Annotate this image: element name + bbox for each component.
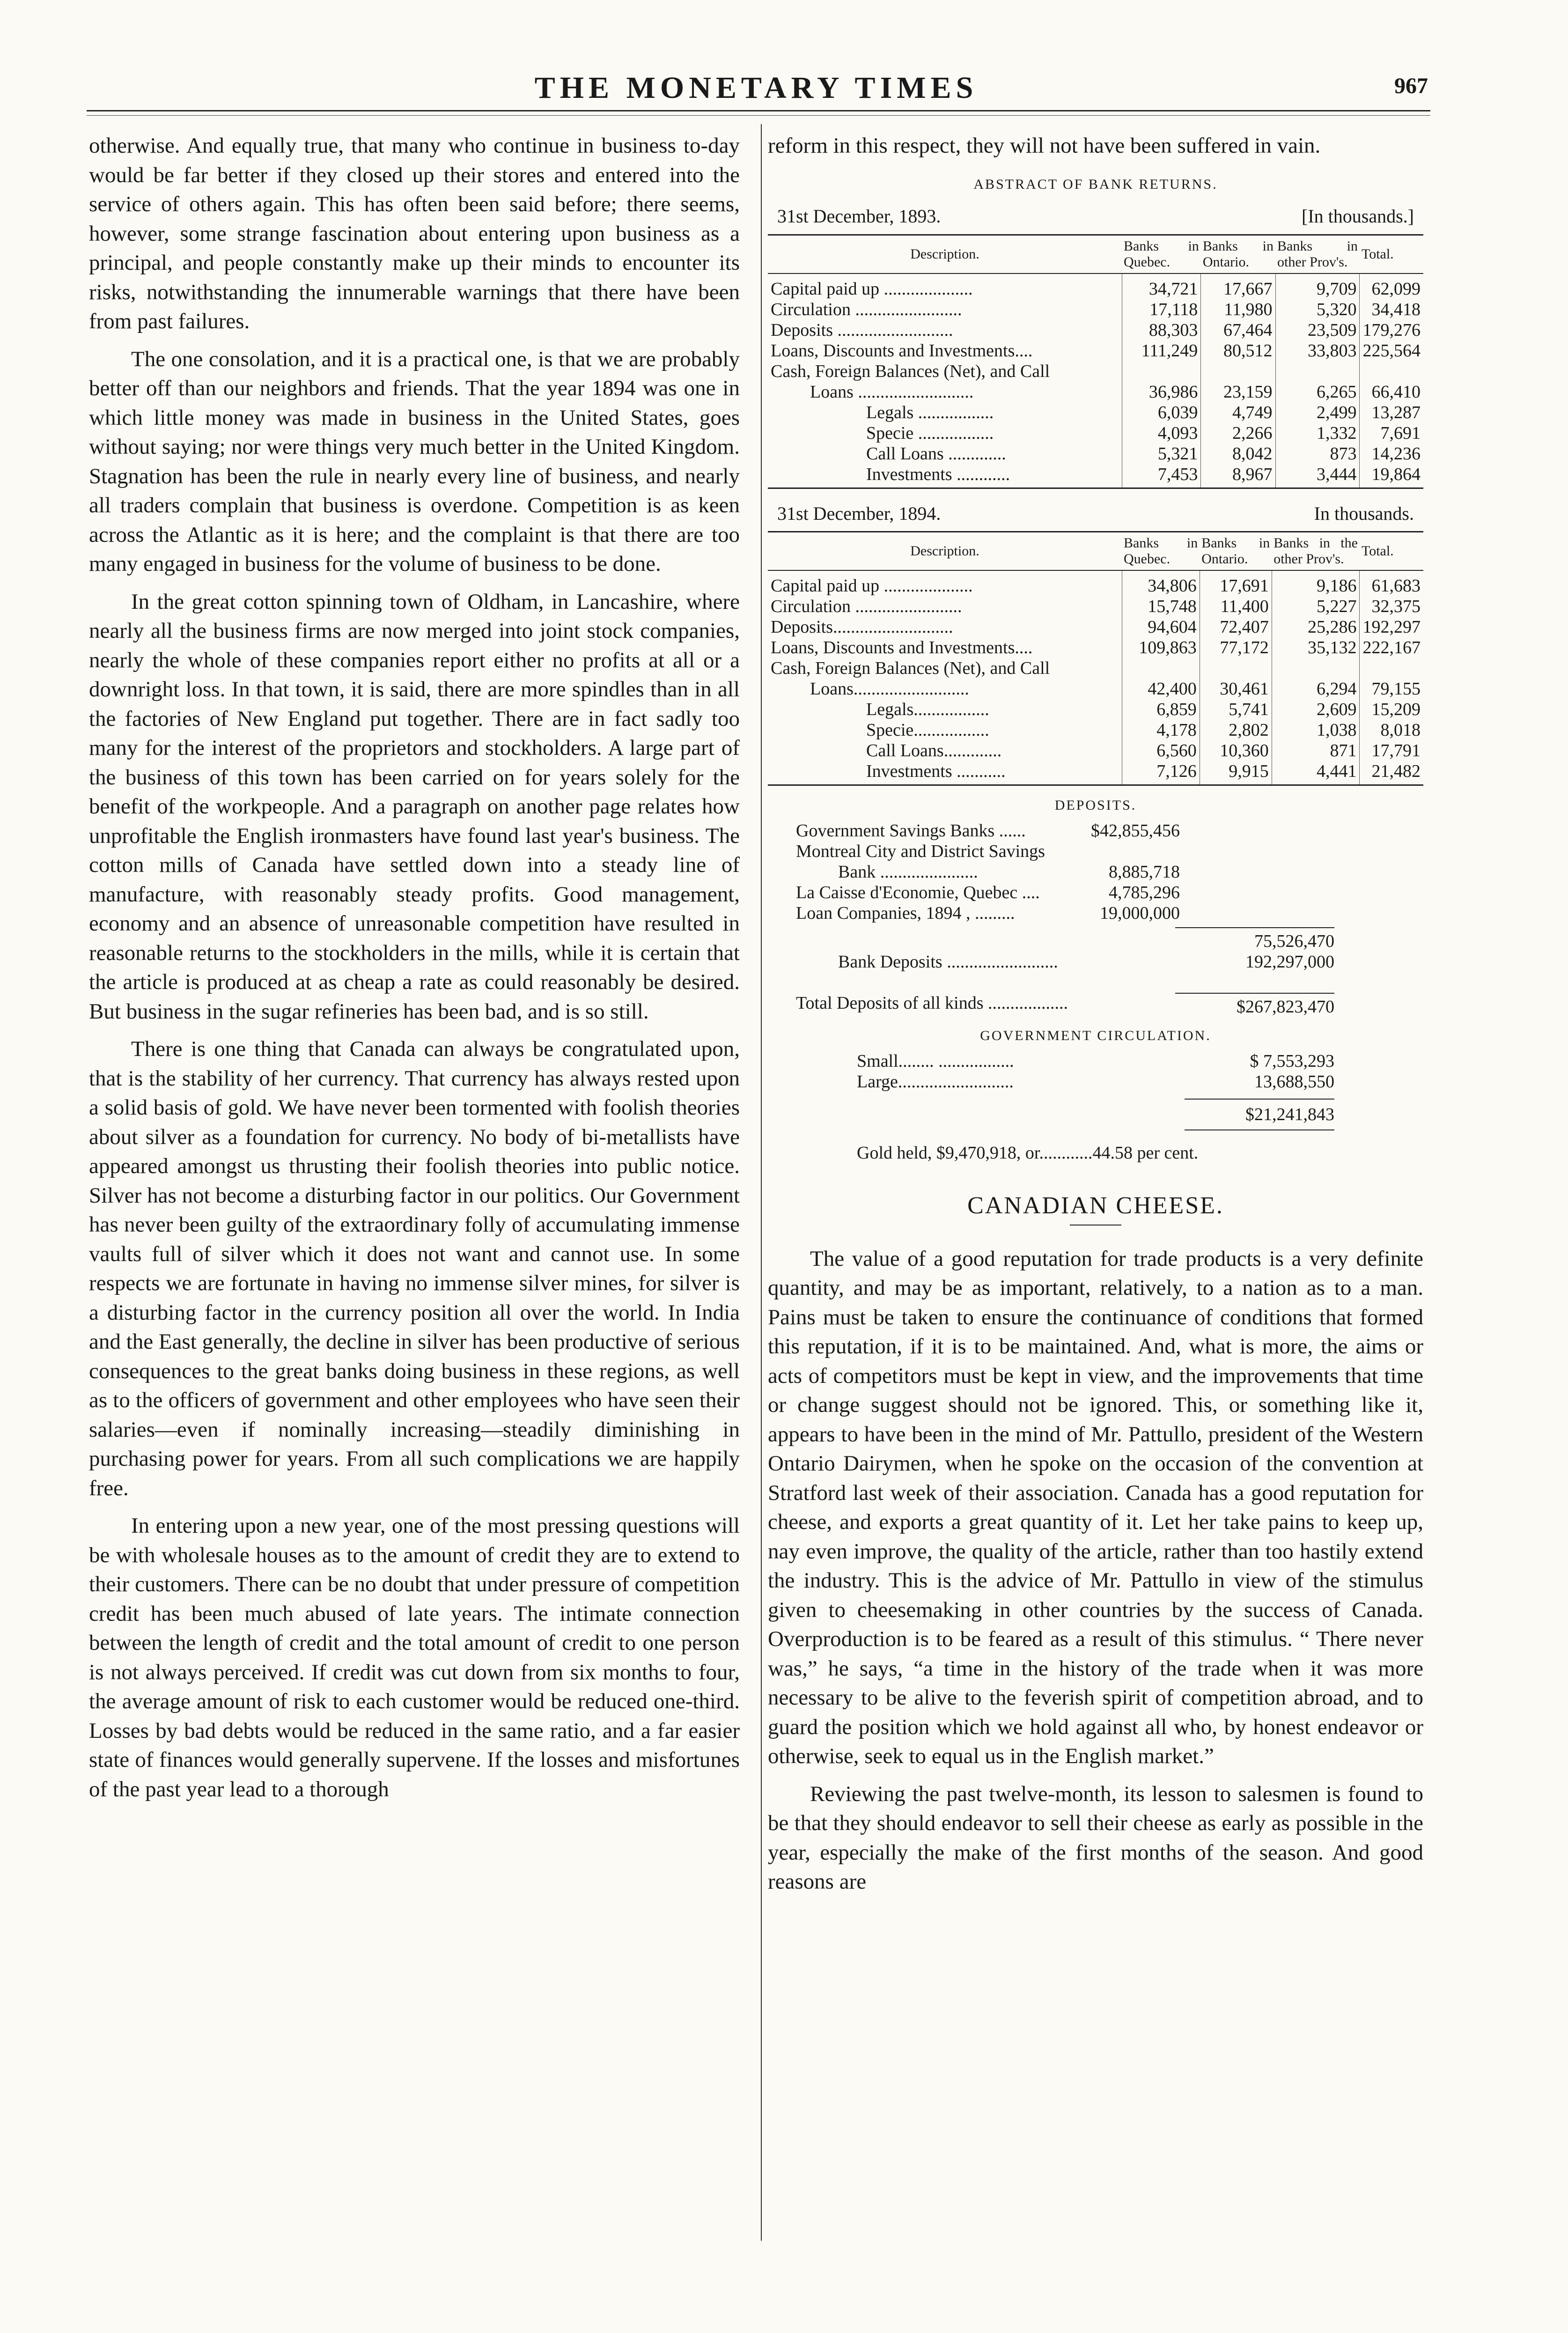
- cell: 1,332: [1275, 423, 1360, 443]
- paragraph: There is one thing that Canada can always be congratulated upon, that is the stability of her currency. That currency has always rested upon a solid basis of gold. We have never been tormented with foolish theories about silver as a foundation for currency. No body of bi-metallists have appeared amongst us thrusting their foolish theories into public notice. Silver has not become a disturbing factor in our politics. Our Government has never been guilty of the extraordinary folly of accumulating immense vaults full of silver which it does not want and cannot use. In some respects we are fortunate in having no immense silver mines, for silver is a disturbing factor in the currency position all over the world. In India and the East generally, the decline in silver has been productive of serious consequences to the great banks doing business in these regions, as well as to the officers of government and other employees who have seen their salaries—even if nominally increasing—steadily diminishing in purchasing power for years. From all such complications we are happily free.: [89, 1037, 740, 1500]
- deposit-row: [796, 882, 1395, 903]
- cell: 77,172: [1200, 637, 1272, 658]
- cell: 23,509: [1275, 320, 1360, 340]
- row-label: Call Loans .............: [866, 443, 1006, 464]
- abstract-title: ABSTRACT OF BANK RETURNS.: [973, 176, 1218, 192]
- table-row: [768, 443, 1423, 464]
- cell: 109,863: [1122, 637, 1200, 658]
- cell: 25,286: [1272, 617, 1360, 637]
- deposit-value: 8,885,718: [1109, 862, 1180, 882]
- column-header: Banks in Ontario.: [1200, 532, 1272, 571]
- paragraph: otherwise. And equally true, that many who continue in business to-day would be far better if they closed up their stores and entered into the service of others again. This has often been said before; there seems, however, some strange fascination about entering upon business as a principal, and people constantly make up their minds to encounter its risks, notwithstanding the innumerable warnings that there have been from past failures.: [89, 133, 740, 333]
- cell: 871: [1272, 740, 1360, 761]
- cell: 66,410: [1360, 382, 1423, 402]
- paragraph: The one consolation, and it is a practical one, is that we are probably better off than our neighbors and friends. That the year 1894 was one in which little money was made in business in the United States, goes without saying; nor were things very much better in the United Kingdom. Stagnation has been the rule in nearly every line of business, and nearly all traders complain that business is overdone. Competition is as keen across the Atlantic as it is here; and the complaint is that there are too many engaged in business for the volume of business to be done.: [89, 347, 740, 576]
- row-label: Capital paid up ....................: [771, 279, 973, 299]
- bank-returns-table-1893: [768, 234, 1423, 489]
- cell: 21,482: [1360, 761, 1423, 785]
- right-column: [768, 131, 1423, 1905]
- table-row: [768, 273, 1423, 299]
- circulation-row: [796, 1071, 1395, 1092]
- row-label: Cash, Foreign Balances (Net), and Call: [771, 361, 1050, 381]
- deposit-label: Bank ......................: [838, 862, 978, 882]
- circulation-total: $21,241,843: [1185, 1099, 1334, 1130]
- cell: 42,400: [1122, 679, 1200, 699]
- circulation-label: Small........ .................: [857, 1051, 1014, 1071]
- column-divider: [761, 124, 762, 2241]
- cell: 17,691: [1200, 570, 1272, 596]
- cell: 32,375: [1360, 596, 1423, 617]
- total-deposits-row: [796, 993, 1395, 1017]
- paragraph: Reviewing the past twelve-month, its lesson to salesmen is found to be that they should endeavor to sell their cheese as early as possible in the year, especially the make of the first months of the season. And good reasons are: [768, 1781, 1423, 1894]
- cell: 36,986: [1122, 382, 1201, 402]
- title-rule: [1070, 1225, 1121, 1226]
- table-date: 31st December, 1894.: [777, 502, 941, 524]
- row-label: Loans ..........................: [810, 382, 974, 402]
- header-rule-thin: [87, 115, 1430, 116]
- row-label: Circulation ........................: [771, 597, 962, 616]
- cell: 8,042: [1201, 443, 1275, 464]
- table-row: [768, 720, 1423, 740]
- cell: 179,276: [1360, 320, 1423, 340]
- table-row: [768, 299, 1423, 320]
- deposit-row: [796, 862, 1395, 882]
- column-header: Description.: [768, 532, 1122, 571]
- row-label: Legals .................: [866, 402, 994, 422]
- circulation-value: $ 7,553,293: [1250, 1051, 1334, 1071]
- cell: 873: [1275, 443, 1360, 464]
- cell: 88,303: [1122, 320, 1201, 340]
- cell: 6,265: [1275, 382, 1360, 402]
- left-column: [89, 131, 740, 1812]
- cell: 6,859: [1122, 699, 1200, 720]
- deposit-label: Loan Companies, 1894 , .........: [796, 903, 1015, 923]
- table-1894-caption: [768, 499, 1423, 529]
- cell: 33,803: [1275, 340, 1360, 361]
- cell: 6,560: [1122, 740, 1200, 761]
- cell: 9,915: [1200, 761, 1272, 785]
- cell: 5,320: [1275, 299, 1360, 320]
- table-row: [768, 402, 1423, 423]
- cell: 5,227: [1272, 596, 1360, 617]
- cell: 192,297: [1360, 617, 1423, 637]
- page-number: 967: [1394, 74, 1428, 98]
- row-label: Loans, Discounts and Investments....: [771, 638, 1033, 657]
- column-header: Banks in Quebec.: [1122, 235, 1201, 273]
- table-row: [768, 570, 1423, 596]
- bank-deposits-value: 192,297,000: [1245, 952, 1334, 972]
- cell: 72,407: [1200, 617, 1272, 637]
- cell: 17,118: [1122, 299, 1201, 320]
- cell: 34,721: [1122, 273, 1201, 299]
- cell: 11,980: [1201, 299, 1275, 320]
- column-header: Banks in other Prov's.: [1275, 235, 1360, 273]
- cell: 9,186: [1272, 570, 1360, 596]
- cell: 3,444: [1275, 464, 1360, 488]
- table-row: [768, 679, 1423, 699]
- cell: [1360, 361, 1423, 382]
- table-row: [768, 423, 1423, 443]
- row-label: Loans..........................: [810, 679, 969, 699]
- cell: [1122, 658, 1200, 679]
- row-label: Legals.................: [866, 700, 989, 719]
- cell: 17,667: [1201, 273, 1275, 299]
- bank-returns-table-1894: [768, 531, 1423, 786]
- row-label: Call Loans.............: [866, 741, 1002, 760]
- row-label: Deposits...........................: [771, 617, 953, 637]
- cell: 19,864: [1360, 464, 1423, 488]
- cell: [1275, 361, 1360, 382]
- table-1893-caption: [768, 202, 1423, 231]
- table-date: 31st December, 1893.: [777, 206, 941, 227]
- cell: 9,709: [1275, 273, 1360, 299]
- deposits-section: [796, 795, 1395, 1163]
- cell: 79,155: [1360, 679, 1423, 699]
- column-header: Description.: [768, 235, 1122, 273]
- cell: 2,802: [1200, 720, 1272, 740]
- table-row: [768, 617, 1423, 637]
- deposit-row: [796, 903, 1395, 923]
- deposits-title: DEPOSITS.: [1054, 797, 1137, 813]
- paragraph: reform in this respect, they will not have been suffered in vain.: [768, 133, 1321, 158]
- table-row: [768, 740, 1423, 761]
- deposit-value: 19,000,000: [1100, 903, 1180, 923]
- bank-deposits-row: [796, 952, 1395, 972]
- gold-held-row: [796, 1143, 1395, 1163]
- table-row: [768, 761, 1423, 785]
- column-header: Total.: [1360, 532, 1423, 571]
- table-row: [768, 699, 1423, 720]
- column-header: Banks in Quebec.: [1122, 532, 1200, 571]
- table-unit: [In thousands.]: [1302, 206, 1414, 227]
- cell: 35,132: [1272, 637, 1360, 658]
- publication-title: THE MONETARY TIMES: [534, 71, 978, 105]
- paragraph: In entering upon a new year, one of the most pressing questions will be with wholesale houses as to the amount of credit they are to extend to their customers. There can be no doubt that under pressure of competition credit has been much abused of late years. The intimate connection between the length of credit and the total amount of credit to one person is not always perceived. If credit was cut down from six months to four, the average amount of risk to each customer would be reduced one-third. Losses by bad debts would be reduced in the same ratio, and a far easier state of finances would generally supervene. If the losses and misfortunes of the past year lead to a thorough: [89, 1513, 740, 1801]
- cell: 2,266: [1201, 423, 1275, 443]
- cell: 11,400: [1200, 596, 1272, 617]
- cell: 4,178: [1122, 720, 1200, 740]
- cell: 10,360: [1200, 740, 1272, 761]
- article-title: CANADIAN CHEESE.: [967, 1192, 1224, 1219]
- cell: [1360, 658, 1423, 679]
- deposit-value: $42,855,456: [1091, 821, 1180, 841]
- row-label: Investments ...........: [768, 761, 1122, 785]
- cell: 67,464: [1201, 320, 1275, 340]
- page-header: [84, 70, 1428, 103]
- cell: 2,609: [1272, 699, 1360, 720]
- circulation-title: GOVERNMENT CIRCULATION.: [980, 1028, 1211, 1043]
- cell: 80,512: [1201, 340, 1275, 361]
- row-label: Specie.................: [866, 720, 989, 740]
- cell: 5,741: [1200, 699, 1272, 720]
- cell: [1272, 658, 1360, 679]
- column-header: Banks in the other Prov's.: [1272, 532, 1360, 571]
- cell: 14,236: [1360, 443, 1423, 464]
- cell: 61,683: [1360, 570, 1423, 596]
- cell: 34,806: [1122, 570, 1200, 596]
- cell: 4,749: [1201, 402, 1275, 423]
- table-row: [768, 596, 1423, 617]
- table-row: [768, 464, 1423, 488]
- row-label: Loans, Discounts and Investments....: [771, 340, 1033, 361]
- deposit-subtotal-row: [796, 927, 1395, 952]
- deposit-subtotal: 75,526,470: [1175, 927, 1334, 952]
- circulation-label: Large..........................: [857, 1072, 1014, 1092]
- total-deposits-label: Total Deposits of all kinds ..................: [796, 993, 1068, 1013]
- deposit-row: [796, 820, 1395, 841]
- table-unit: In thousands.: [1314, 502, 1414, 524]
- row-label: Deposits ..........................: [771, 320, 953, 340]
- table-row: [768, 637, 1423, 658]
- cell: 2,499: [1275, 402, 1360, 423]
- cell: 4,093: [1122, 423, 1201, 443]
- cell: 7,453: [1122, 464, 1201, 488]
- cell: 111,249: [1122, 340, 1201, 361]
- cell: 15,748: [1122, 596, 1200, 617]
- row-label: Cash, Foreign Balances (Net), and Call: [771, 658, 1050, 678]
- column-header: Banks in Ontario.: [1201, 235, 1275, 273]
- cell: [1122, 361, 1201, 382]
- cell: 23,159: [1201, 382, 1275, 402]
- total-deposits-value: $267,823,470: [1175, 993, 1334, 1017]
- paragraph: The value of a good reputation for trade products is a very definite quantity, and may be as important, relatively, to a nation as to a man. Pains must be taken to ensure the continuance of conditions that formed this reputation, if it is to be maintained. And, what is more, the aims or acts of competitors must be kept in view, and the improvements that time or change suggest should not be ignored. This, or something like it, appears to have been in the mind of Mr. Pattullo, president of the Western Ontario Dairymen, when he spoke on the occasion of the convention at Stratford last week of their association. Canada has a good reputation for cheese, and exports a great quantity of it. Let her take pains to keep up, nay even improve, the quality of the article, rather than too hastily extend the industry. This is the advice of Mr. Pattullo in view of the stimulus given to cheesemaking in other countries by the success of Canada. Overproduction is to be feared as a result of this stimulus. “ There never was,” he says, “a time in the history of the trade when it was more necessary to be alive to the feverish spirit of competition abroad, and to guard the position which we hold against all who, by honest endeavor or otherwise, seek to equal us in the English market.”: [768, 1246, 1423, 1768]
- row-label: Circulation ........................: [771, 299, 962, 319]
- deposit-label: Government Savings Banks ......: [796, 821, 1026, 841]
- cell: 1,038: [1272, 720, 1360, 740]
- cell: 17,791: [1360, 740, 1423, 761]
- bank-deposits-label: Bank Deposits .........................: [838, 952, 1058, 972]
- deposit-label: La Caisse d'Economie, Quebec ....: [796, 883, 1040, 902]
- cell: 62,099: [1360, 273, 1423, 299]
- cell: 7,691: [1360, 423, 1423, 443]
- deposit-value: 4,785,296: [1109, 883, 1180, 902]
- table-row: [768, 658, 1423, 679]
- circulation-row: [796, 1051, 1395, 1071]
- cell: 4,441: [1272, 761, 1360, 785]
- cell: 8,967: [1201, 464, 1275, 488]
- cell: 15,209: [1360, 699, 1423, 720]
- circulation-total-row: [796, 1099, 1395, 1130]
- deposit-row: [796, 841, 1395, 862]
- cell: 34,418: [1360, 299, 1423, 320]
- header-rule: [87, 110, 1430, 111]
- cell: 13,287: [1360, 402, 1423, 423]
- cell: 6,039: [1122, 402, 1201, 423]
- table-row: [768, 320, 1423, 340]
- circulation-value: 13,688,550: [1254, 1072, 1334, 1092]
- paragraph: In the great cotton spinning town of Oldham, in Lancashire, where nearly all the business firms are now merged into joint stock companies, nearly the whole of these companies report either no profits at all or a downright loss. In that town, it is said, there are more spindles than in all the factories of New England put together. There are in fact sadly too many for the interest of the proprietors and stockholders. A large part of the business of this town has been carried on for years solely for the benefit of the workpeople. And a paragraph on another page relates how unprofitable the English ironmasters have found last year's business. The cotton mills of Canada have settled down into a steady line of manufacture, with reasonably steady profits. Good management, economy and an absence of unreasonable competition have resulted in reasonable returns to the stockholders in the mills, while it is certain that the article is produced at as cheap a rate as could reasonably be desired. But business in the sugar refineries has been bad, and is so still.: [89, 589, 740, 1024]
- cell: 222,167: [1360, 637, 1423, 658]
- cell: 94,604: [1122, 617, 1200, 637]
- cell: [1201, 361, 1275, 382]
- cell: 6,294: [1272, 679, 1360, 699]
- cell: 225,564: [1360, 340, 1423, 361]
- gold-held-line: Gold held, $9,470,918, or............44.58 per cent.: [857, 1143, 1199, 1163]
- cell: [1200, 658, 1272, 679]
- column-header: Total.: [1360, 235, 1423, 273]
- table-row: [768, 340, 1423, 361]
- deposit-label: Montreal City and District Savings: [796, 842, 1045, 861]
- cell: 7,126: [1122, 761, 1200, 785]
- cell: 30,461: [1200, 679, 1272, 699]
- table-row: [768, 361, 1423, 382]
- row-label: Capital paid up ....................: [771, 576, 973, 596]
- cell: 8,018: [1360, 720, 1423, 740]
- table-row: [768, 382, 1423, 402]
- cell: 5,321: [1122, 443, 1201, 464]
- row-label: Investments ............: [768, 464, 1122, 488]
- row-label: Specie .................: [866, 423, 994, 443]
